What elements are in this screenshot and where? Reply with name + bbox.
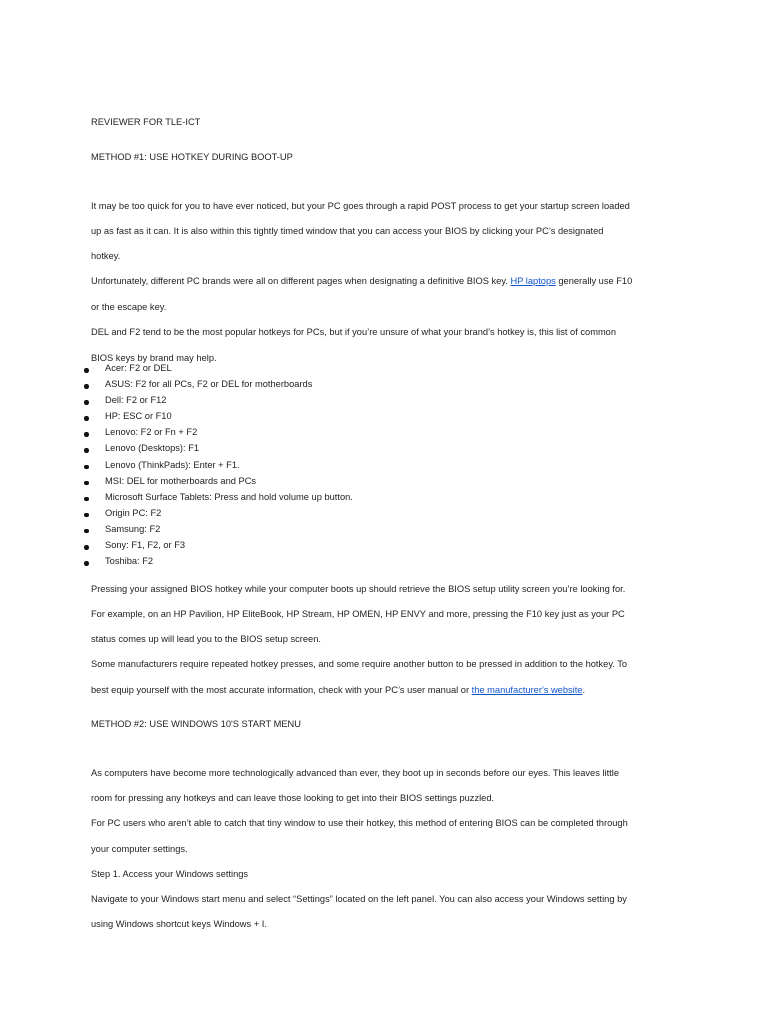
list-item-text: MSI: DEL for motherboards and PCs [105,475,257,486]
method2-heading: METHOD #2: USE WINDOWS 10'S START MENU [91,719,301,729]
bullet-icon [84,465,89,470]
bullet-icon [84,513,89,518]
list-item [0,362,768,378]
paragraph-line-with-link [91,275,632,287]
list-item-text: Microsoft Surface Tablets: Press and hold volume up button. [105,491,353,502]
list-item-text: Origin PC: F2 [105,507,162,518]
list-item [0,523,768,539]
bullet-icon [84,529,89,534]
bullet-icon [84,448,89,453]
bullet-icon [84,416,89,421]
list-item [0,491,768,507]
list-item [0,394,768,410]
list-item-text: Sony: F1, F2, or F3 [105,540,186,551]
paragraph-line: your computer settings. [91,844,188,854]
bullet-icon [84,561,89,566]
bullet-icon [84,400,89,405]
paragraph-text: best equip yourself with the most accurate information, check with your PC’s user manual or [91,685,472,695]
list-item [0,555,768,571]
paragraph-line: It may be too quick for you to have ever noticed, but your PC goes through a rapid POST process to get your startup screen loaded [91,201,630,211]
bios-keys-list [0,362,768,571]
list-item-text: Lenovo (Desktops): F1 [105,443,200,454]
list-item-text: Toshiba: F2 [105,556,154,567]
paragraph-line: status comes up will lead you to the BIOS setup screen. [91,634,321,644]
list-item-text: Acer: F2 or DEL [105,363,172,373]
document-title: REVIEWER FOR TLE-ICT [91,117,201,127]
list-item-text: ASUS: F2 for all PCs, F2 or DEL for motherboards [105,379,313,390]
bullet-icon [84,497,89,502]
bullet-icon [84,368,89,373]
paragraph-line: As computers have become more technologically advanced than ever, they boot up in seconds before our eyes. This leaves little [91,768,619,778]
list-item-text: Lenovo (ThinkPads): Enter + F1. [105,459,240,470]
list-item [0,378,768,394]
list-item [0,539,768,555]
paragraph-line: Pressing your assigned BIOS hotkey while your computer boots up should retrieve the BIOS setup utility screen you’re looking for. [91,584,626,594]
paragraph-line: For example, on an HP Pavilion, HP EliteBook, HP Stream, HP OMEN, HP ENVY and more, pressing the F10 key just as your PC [91,609,625,619]
paragraph-text: generally use F10 [555,276,633,286]
step-heading: Step 1. Access your Windows settings [91,869,249,879]
paragraph-line: up as fast as it can. It is also within this tightly timed window that you can access your BIOS by clicking your PC’s designated [91,226,604,236]
paragraph-line: BIOS keys by brand may help. [91,353,217,363]
paragraph-line: For PC users who aren’t able to catch that tiny window to use their hotkey, this method of entering BIOS can be completed through [91,818,628,828]
paragraph-line: DEL and F2 tend to be the most popular hotkeys for PCs, but if you’re unsure of what your brand’s hotkey is, this list of common [91,327,617,337]
list-item [0,442,768,458]
list-item [0,459,768,475]
list-item [0,410,768,426]
paragraph-text: . [582,685,586,695]
list-item-text: Samsung: F2 [105,523,161,534]
manufacturer-website-link[interactable]: the manufacturer's website [471,685,583,695]
bullet-icon [84,432,89,437]
bullet-icon [84,481,89,486]
hp-laptops-link[interactable]: HP laptops [510,276,556,286]
list-item [0,426,768,442]
paragraph-line: hotkey. [91,251,121,261]
paragraph-line-with-link [91,684,585,696]
paragraph-line: or the escape key. [91,302,167,312]
paragraph-text: Unfortunately, different PC brands were all on different pages when designating a definitive BIOS key. [91,276,511,286]
list-item-text: Lenovo: F2 or Fn + F2 [105,427,198,438]
paragraph-line: room for pressing any hotkeys and can leave those looking to get into their BIOS settings puzzled. [91,793,495,803]
bullet-icon [84,384,89,389]
bullet-icon [84,545,89,550]
list-item [0,475,768,491]
paragraph-line: using Windows shortcut keys Windows + I. [91,919,267,929]
method1-heading: METHOD #1: USE HOTKEY DURING BOOT-UP [91,152,293,162]
paragraph-line: Navigate to your Windows start menu and select “Settings” located on the left panel. You can also access your Windows setting by [91,894,627,904]
list-item-text: Dell: F2 or F12 [105,395,167,406]
list-item [0,507,768,523]
paragraph-line: Some manufacturers require repeated hotkey presses, and some require another button to be pressed in addition to the hotkey. To [91,659,628,669]
list-item-text: HP: ESC or F10 [105,411,172,422]
